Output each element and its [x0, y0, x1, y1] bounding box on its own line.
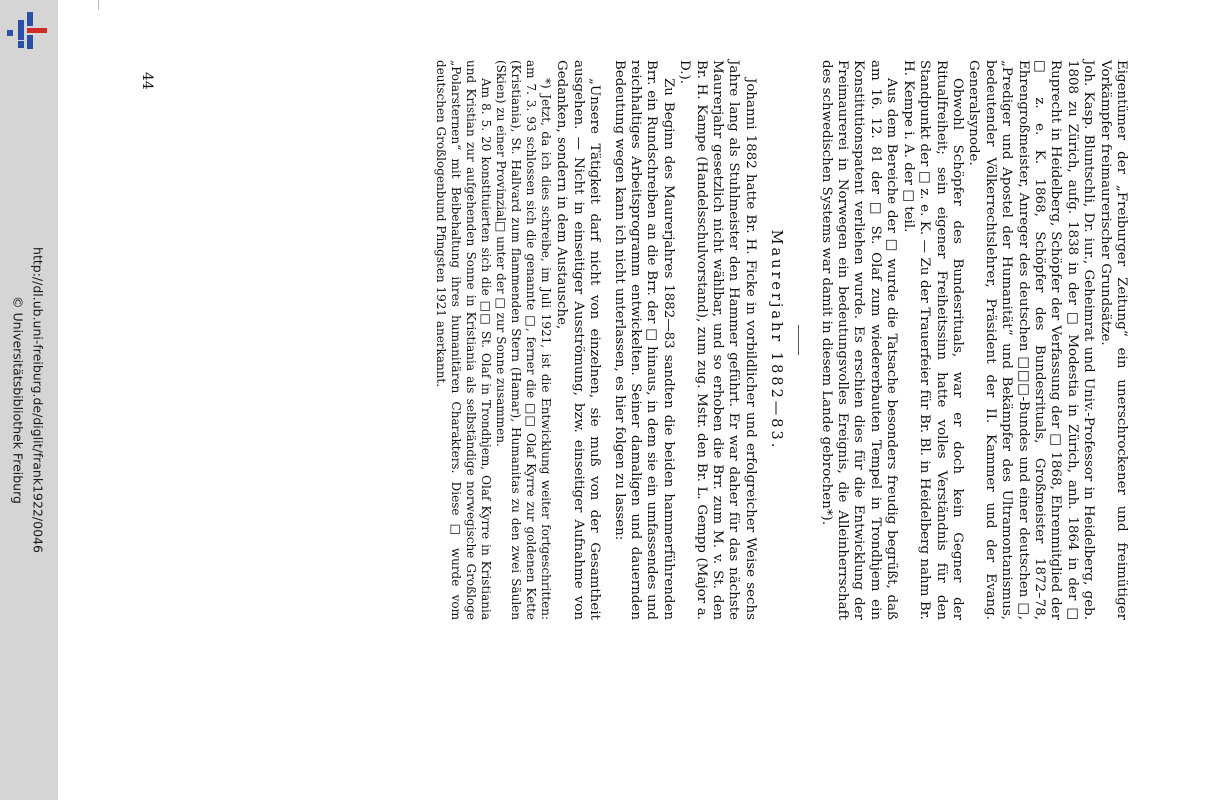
page-edge-mark: [98, 0, 99, 10]
viewer-sidebar: [0, 0, 58, 800]
section-divider: [798, 325, 799, 355]
permalink-url[interactable]: http://dl.ub.uni-freiburg.de/diglit/frank1922/0046: [30, 247, 46, 553]
paragraph-trondhjem: Aus dem Bereiche der □ wurde die Tatsache besonders freudig begrüßt, daß am 16. 12. 81 der □ St. Olaf zum wiedererbauten Tempel in Trondhjem ein Konstitutionspatent verliehen wurde. Es erschien dies für die Entwicklung der Freimaurerei in Norwegen ein bedeutungsvolles Ereignis, die Alleinherrschaft des schwedischen Systems war damit in diesem Lande gebrochen*).: [818, 60, 900, 620]
scanned-page: [58, 0, 1232, 800]
paragraph-ritualfreiheit: Obwohl Schöpfer des Bundesrituals, war er doch kein Gegner der Ritualfreiheit; sein eigener Freiheitssinn hatte volles Verständnis für den Standpunkt der □ z. e. K. — Zu der Trauerfeier für Br. Bl. in Heidelberg nahm Br. H. Kempe i. A. der □ teil.: [900, 60, 965, 620]
paragraph-bluntschli: Joh. Kasp. Bluntschli, Dr. iur., Geheimrat und Univ.-Professor in Heidelberg, geb. 1808 zu Zürich, aufg. 1838 in der □ Modestia in Zürich, anh. 1864 in der □ Ruprecht in Heidelberg, Schöpfer der Verfassung der □ 1868, Ehrenmitglied der □ z. e. K. 1868, Schöpfer des Bundesrituals, Großmeister 1872–78, Ehrengroßmeister, Anreger des deutschen □□□-Bundes und einer deutschen □, „Prediger und Apostel der Humanität“ und Bekämpfer des Ultramontanismus, bedeutender Völkerrechtslehrer, Präsident der II. Kammer und der Evang. Generalsynode.: [966, 60, 1097, 620]
paragraph-johanni: Johanni 1882 hatte Br. H. Ficke in vorbildlicher und erfolgreicher Weise sechs Jahre lang als Stuhlmeister den Hammer geführt. Er war daher für das nächste Maurerjahr gesetzlich nicht wählbar, und so erhoben die Brr. zum M. v. St. den Br. H. Kampe (Handelsschulvorstand), zum zug. Mstr. den Br. L. Gempp (Major a. D.).: [677, 60, 758, 620]
paragraph-quote: „Unsere Tätigkeit darf nicht von einzelnen, sie muß von der Gesamtheit ausgehen. — Nicht in einseitiger Ausströmung, bzw. einseitiger Aufnahme von Gedanken, sondern in dem Austausche,: [554, 60, 603, 620]
footnote-1: *) Jetzt, da ich dies schreibe, im Juli 1921, ist die Entwicklung weiter fortgeschritten: am 7. 3. 93 schlossen sich die genannte □, ferner die □□ Olaf Kyrre zur goldenen Kette (Kristiania), St. Hallvard zum flammenden Stern (Hamar), Humanitas zu den zwei Säulen (Skien) zu einer Provinzial□ unter der □ zur Sonne zusammen.: [494, 60, 553, 620]
footnote-2: Am 8. 5. 20 konstituierten sich die □□ St. Olaf in Trondhjem, Olaf Kyrre in Kristiania und Kristian zur aufgehenden Sonne in Kristiania als selbständige norwegische Großloge „Polarsternen“ mit Beibehaltung ihres humanitären Charakters. Diese □ wurde vom deutschen Großlogenbund Pfingsten 1921 anerkannt.: [434, 60, 493, 620]
paragraph-rundschreiben: Zu Beginn des Maurerjahres 1882—83 sandten die beiden hammerführenden Brr. ein Rundschreiben an die Brr. der □ hinaus, in dem sie ein umfassendes und reichhaltiges Arbeitsprogramm entwickelten. Seiner damaligen und dauernden Bedeutung wegen kann ich nicht unterlassen, es hier folgen zu lassen:: [611, 60, 676, 620]
section-title: Maurerjahr 1882—83.: [768, 229, 785, 451]
copyright-notice: © Universitätsbibliothek Freiburg: [10, 296, 26, 504]
paragraph-eigentuemer: Eigentümer der „Freiburger Zeitung“ ein unerschrockener und freimütiger Vorkämpfer freimaurerischer Grundsätze.: [1097, 60, 1129, 620]
rotated-document-text: [139, 60, 1129, 620]
page-number: 44: [139, 72, 156, 90]
library-logo-icon[interactable]: [5, 8, 49, 52]
